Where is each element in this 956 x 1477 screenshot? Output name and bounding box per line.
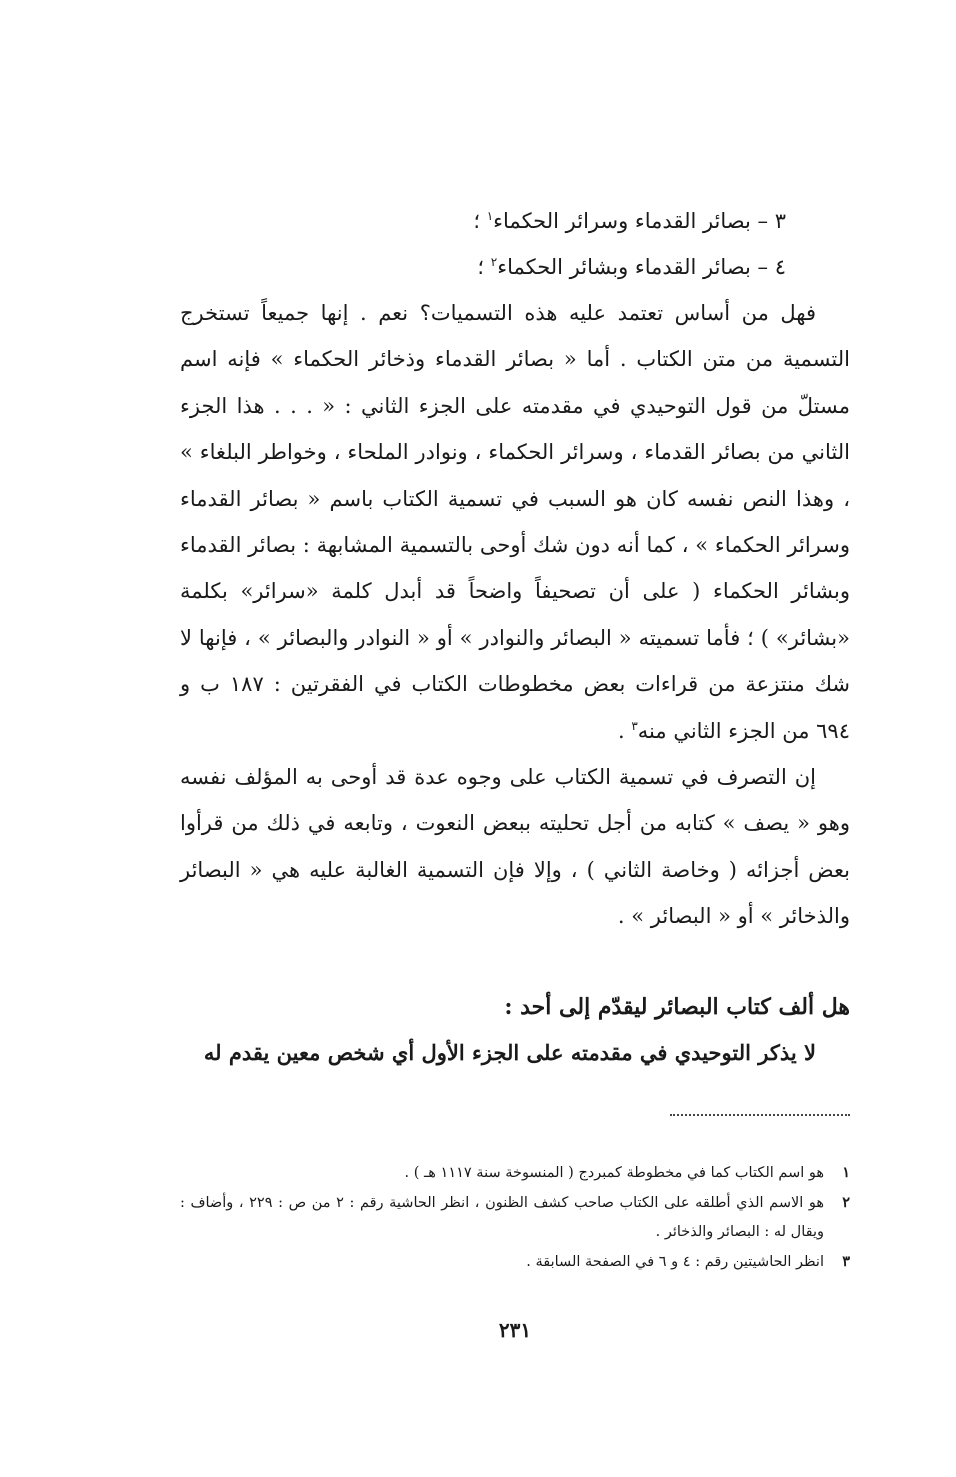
footnote [180,1158,850,1188]
page-number: ٢٣١ [498,1318,532,1342]
list-item-tail: ؛ [473,209,487,233]
footnote-marker: ٢ [490,255,498,269]
footnote-number: ٢ [842,1194,850,1211]
footnote-number: ١ [842,1164,850,1181]
footnote-marker: ٣ [631,718,638,733]
footnote [180,1188,850,1247]
footnote-marker: ١ [486,209,494,223]
section-heading: هل ألف كتاب البصائر ليقدّم إلى أحد : [504,993,850,1020]
paragraph: إن التصرف في تسمية الكتاب على وجوه عدة قد أوحى به المؤلف نفسه وهو « يصف » كتابه من أجل تحليته ببعض النعوت ، وتابعه في ذلك من قرأوا بعض أجزائه ( وخاصة الثاني ) ، وإلا فإن التسمية الغالبة عليه هي « البصائر والذخائر » أو « البصائر » . [180,765,850,929]
footnote-divider [670,1114,850,1116]
list-item-text: ٣ – بصائر القدماء وسرائر الحكماء [493,209,786,233]
list-item [180,198,850,244]
list-item-tail: ؛ [477,255,491,279]
footnote [180,1247,850,1277]
paragraph [180,290,850,754]
paragraph-text: فهل من أساس تعتمد عليه هذه التسميات؟ نعم . إنها جميعاً تستخرج التسمية من متن الكتاب . أما « بصائر القدماء وذخائر الحكماء » فإنه اسم مستلّ من قول التوحيدي في مقدمته على الجزء الثاني : « . . . هذا الجزء الثاني من بصائر القدماء ، وسرائر الحكماء ، ونوادر الملحاء ، وخواطر البلغاء » ، وهذا النص نفسه كان هو السبب في تسمية الكتاب باسم « بصائر القدماء وسرائر الحكماء » ، كما أنه دون شك أوحى بالتسمية المشابهة : بصائر القدماء وبشائر الحكماء ( على أن تصحيفاً واضحاً قد أبدل كلمة «سرائر» بكلمة «بشائر» ) ؛ فأما تسميته « البصائر والنوادر » أو « النوادر والبصائر » ، فإنها لا شك منتزعة من قراءات بعض مخطوطات الكتاب في الفقرتين : ١٨٧ ب و ٦٩٤ من الجزء الثاني منه [180,301,851,743]
footnote-text: انظر الحاشيتين رقم : ٤ و ٦ في الصفحة السابقة . [526,1254,824,1270]
paragraph: لا يذكر التوحيدي في مقدمته على الجزء الأول أي شخص معين يقدم له [203,1039,816,1065]
paragraph-tail: . [617,718,632,743]
footnotes [180,1158,850,1277]
footnote-text: هو اسم الكتاب كما في مخطوطة كمبردج ( المنسوخة سنة ١١١٧ هـ ) . [404,1165,824,1181]
page-body [180,198,851,1342]
footnote-number: ٣ [842,1253,850,1270]
footnote-text: هو الاسم الذي أطلقه على الكتاب صاحب كشف الظنون ، انظر الحاشية رقم : ٢ من ص : ٢٢٩ ، وأضاف : ويقال له : البصائر والذخائر . [180,1195,824,1240]
list-item-text: ٤ – بصائر القدماء وبشائر الحكماء [497,255,786,279]
list-item [180,244,850,290]
